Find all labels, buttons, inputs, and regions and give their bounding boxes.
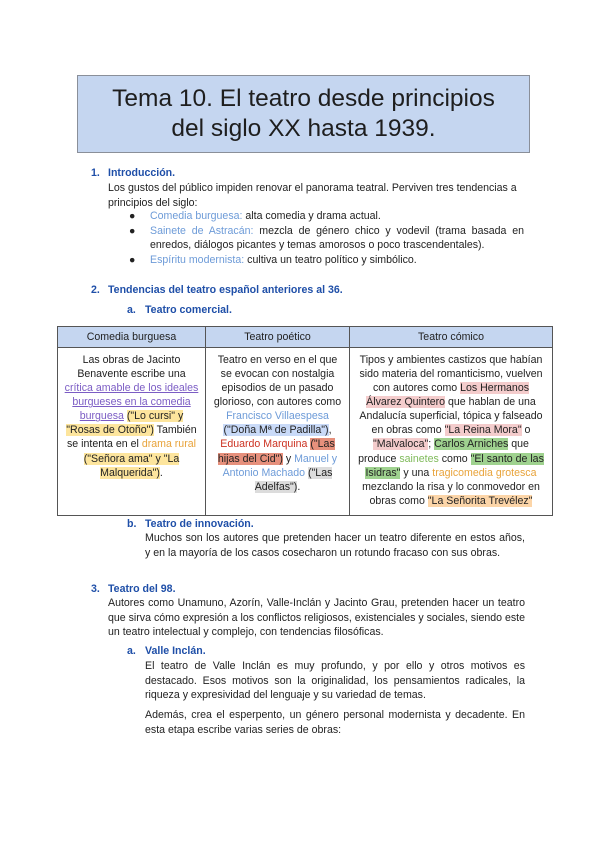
cell-text: o <box>521 424 531 437</box>
teatro-comico-cell <box>350 348 553 516</box>
highlight-author: Carlos Arniches <box>434 438 509 451</box>
section-2-heading: Tendencias del teatro español anteriores al 36. <box>108 284 343 296</box>
highlight-works: "El santo de las Isidras" <box>365 452 544 479</box>
section-2a-number: a. <box>127 304 136 316</box>
section-2-number: 2. <box>91 284 100 296</box>
tendencies-list <box>129 209 524 267</box>
cell-text: . <box>159 466 163 479</box>
genre-term: sainetes <box>399 452 439 465</box>
table-row <box>58 348 553 516</box>
cell-text: , <box>328 424 332 437</box>
cell-text: y una <box>400 466 433 479</box>
column-header: Comedia burguesa <box>58 327 206 348</box>
section-1-text: Los gustos del público impiden renovar el panorama teatral. Perviven tres tendencias a principios del siglo: <box>108 182 517 209</box>
highlight-works: ("Lo cursi" y "Rosas de Otoño") <box>66 410 184 437</box>
commercial-theatre-table <box>57 326 553 516</box>
highlight-works: "Malvaloca" <box>373 438 429 451</box>
cell-text: mezclando la risa y lo conmovedor en obras como <box>362 480 540 507</box>
comedia-burguesa-cell <box>58 348 206 516</box>
highlight-works: ("Doña Mª de Padilla") <box>223 424 329 437</box>
highlight-works: ("Las Adelfas") <box>254 466 333 493</box>
cell-text: y <box>282 452 295 465</box>
section-2a-heading: Teatro comercial. <box>145 304 232 316</box>
highlight-works: ("Señora ama" y "La Malquerida") <box>83 452 180 479</box>
section-3-text: Autores como Unamuno, Azorín, Valle-Inclán y Jacinto Grau, pretenden hacer un teatro que sirva cómo expresión a los conflictos religiosos, existenciales y sociales, siendo este un teatro intelectual y complejo, con tendencias filosóficas. <box>108 597 525 639</box>
bullet-icon: ● <box>129 210 136 222</box>
list-item <box>129 224 524 253</box>
cell-text: Teatro en verso en el que se evocan con nostalgia episodios de un pasado glorioso, con autores como <box>213 354 342 409</box>
highlight-works: ("Las hijas del Cid") <box>217 438 335 465</box>
list-item <box>129 253 524 268</box>
tendency-description: cultiva un teatro político y simbólico. <box>244 253 417 266</box>
section-2b-heading: Teatro de innovación. <box>145 518 254 530</box>
column-header: Teatro poético <box>206 327 350 348</box>
author-name: Eduardo Marquina <box>220 438 308 451</box>
tendency-description: mezcla de género chico y vodevil (trama basada en enredos, diálogos picantes y temas amorosos o poco trascendentales). <box>150 224 524 252</box>
section-3-number: 3. <box>91 583 100 595</box>
section-1-number: 1. <box>91 167 100 179</box>
section-2b-number: b. <box>127 518 137 530</box>
teatro-poetico-cell <box>206 348 350 516</box>
author-name: Francisco Villaespesa <box>226 410 329 423</box>
column-header: Teatro cómico <box>350 327 553 348</box>
valle-inclan-paragraph-2: Además, crea el esperpento, un género personal modernista y decadente. En esta etapa escribe varias series de obras: <box>145 709 525 736</box>
cell-text: como <box>438 452 471 465</box>
highlight-author: Los Hermanos Álvarez Quintero <box>366 382 530 409</box>
section-1-heading: Introducción. <box>108 167 176 179</box>
section-3a-number: a. <box>127 645 136 657</box>
highlight-works: "La Señorita Trevélez" <box>427 494 533 507</box>
cell-text: Las obras de Jacinto Benavente escribe una <box>77 354 186 381</box>
title-line-2: del siglo XX hasta 1939. <box>171 115 436 142</box>
cell-text: ; <box>428 438 435 451</box>
list-item <box>129 209 524 224</box>
section-2b-text: Muchos son los autores que pretenden hacer un teatro diferente en estos años, y en la mayoría de los casos cosecharon un rotundo fracaso con sus obras. <box>145 532 525 559</box>
cell-text: Tipos y ambientes castizos que habían sido materia del romanticismo, vuelven con autores como <box>359 354 543 395</box>
tendency-term: Sainete de Astracán: <box>150 224 254 237</box>
cell-text: También se intenta en el <box>67 424 197 451</box>
tendency-term: Espíritu modernista: <box>150 253 245 266</box>
tendency-term: Comedia burguesa: <box>150 210 243 222</box>
bullet-icon: ● <box>129 253 136 266</box>
section-3-heading: Teatro del 98. <box>108 583 176 595</box>
cell-text: que produce <box>358 438 529 465</box>
table-header-row <box>58 327 553 348</box>
section-3a-heading: Valle Inclán. <box>145 645 206 657</box>
author-name: Manuel y Antonio Machado <box>222 452 338 479</box>
valle-inclan-paragraph-1: El teatro de Valle Inclán es muy profundo, y por ello y otros motivos es destacado. Esos motivos son la originalidad, los pensamientos radicales, la riqueza y expresividad del lenguaje y su variedad de temas. <box>145 660 525 702</box>
bullet-icon: ● <box>129 224 136 237</box>
genre-term: tragicomedia grotesca <box>432 466 537 479</box>
title-line-1: Tema 10. El teatro desde principios <box>112 85 495 113</box>
tendency-description: alta comedia y drama actual. <box>242 210 381 222</box>
drama-rural-link[interactable]: drama rural <box>141 438 196 451</box>
cell-text: . <box>297 480 301 493</box>
highlight-works: "La Reina Mora" <box>444 424 522 437</box>
cell-text: que hablan de una Andalucía superficial, tópica y falseado en obras como <box>359 396 543 437</box>
title-box <box>77 75 530 153</box>
critica-link[interactable]: crítica amable de los ideales burgueses en la comedia burguesa <box>64 382 199 423</box>
